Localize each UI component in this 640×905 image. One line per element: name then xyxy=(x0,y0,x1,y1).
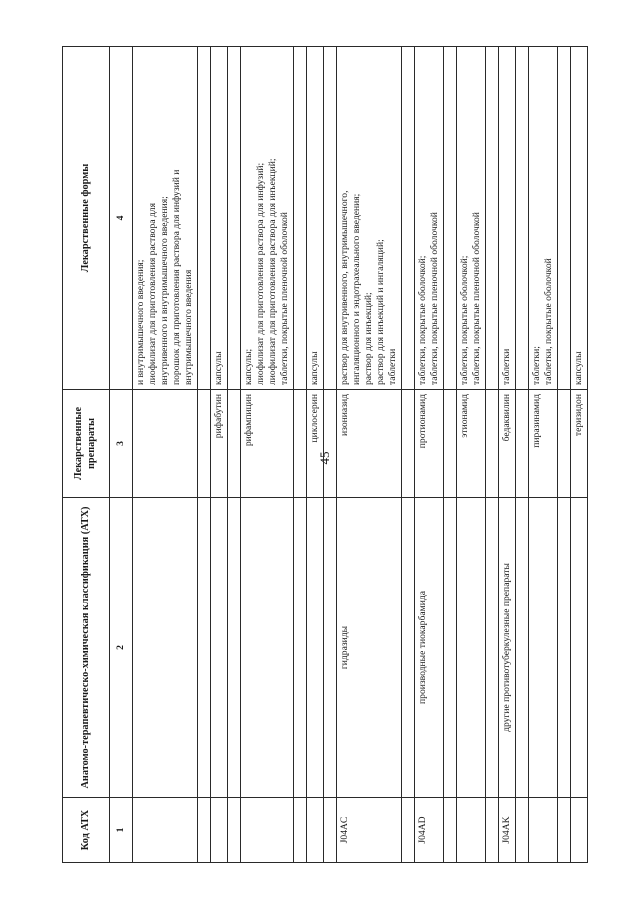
dosage-form-line: таблетки, покрытые пленочной оболочкой xyxy=(278,212,290,385)
table-row xyxy=(306,47,323,863)
header-atc-code: Код АТХ xyxy=(63,798,110,863)
atc-classification xyxy=(133,498,198,798)
atc-classification xyxy=(570,498,587,798)
column-number: 2 xyxy=(110,498,133,798)
drug-name: протионамид xyxy=(414,390,443,498)
atc-code: J04AK xyxy=(498,798,515,863)
table-spacer-row xyxy=(197,47,210,863)
atc-drug-table xyxy=(62,46,588,863)
atc-classification xyxy=(210,498,227,798)
header-drugs: Лекарственные препараты xyxy=(63,390,110,498)
atc-code xyxy=(456,798,485,863)
dosage-forms xyxy=(210,47,227,390)
drug-name: изониазид xyxy=(336,390,401,498)
dosage-form-line: раствор для инъекций и ингаляций; xyxy=(374,239,386,385)
dosage-forms xyxy=(528,47,557,390)
drug-name: бедаквилин xyxy=(498,390,515,498)
dosage-form-line: внутривенного и внутримышечного введения; xyxy=(158,196,170,385)
table-row xyxy=(336,47,401,863)
drug-name: теризидон xyxy=(570,390,587,498)
dosage-form-line: лиофилизат для приготовления раствора для инфузий; xyxy=(254,162,266,385)
page-number: 45 xyxy=(317,451,332,465)
dosage-form-line: и внутримышечного введения; xyxy=(135,259,146,385)
dosage-forms xyxy=(133,47,198,390)
column-number: 3 xyxy=(110,390,133,498)
drug-name: рифампицин xyxy=(240,390,293,498)
atc-classification: другие противотуберкулезные препараты xyxy=(498,498,515,798)
column-number: 4 xyxy=(110,47,133,390)
table-spacer-row xyxy=(443,47,456,863)
rotated-table-container xyxy=(62,47,584,863)
atc-classification xyxy=(456,498,485,798)
atc-classification xyxy=(528,498,557,798)
dosage-form-line: капсулы xyxy=(572,351,584,385)
table-spacer-row xyxy=(401,47,414,863)
column-number-row xyxy=(110,47,133,863)
dosage-form-line: капсулы; xyxy=(242,348,254,385)
atc-classification: производные тиокарбамида xyxy=(414,498,443,798)
table-spacer-row xyxy=(515,47,528,863)
table-row xyxy=(570,47,587,863)
dosage-form-line: таблетки, покрытые оболочкой; xyxy=(416,255,428,385)
dosage-form-line: таблетки; xyxy=(530,346,542,385)
dosage-form-line: ингаляционного и эндотрахеального введения; xyxy=(350,193,362,385)
drug-name: циклосерин xyxy=(306,390,323,498)
atc-code: J04AD xyxy=(414,798,443,863)
dosage-form-line: таблетки, покрытые пленочной оболочкой xyxy=(470,212,482,385)
dosage-forms xyxy=(336,47,401,390)
table-spacer-row xyxy=(227,47,240,863)
table-row xyxy=(528,47,557,863)
atc-code: J04AC xyxy=(336,798,401,863)
atc-classification: гидразиды xyxy=(336,498,401,798)
dosage-forms xyxy=(240,47,293,390)
dosage-form-line: порошок для приготовления раствора для инфузий и xyxy=(170,169,182,385)
atc-classification xyxy=(306,498,323,798)
column-number: 1 xyxy=(110,798,133,863)
dosage-form-line: таблетки, покрытые оболочкой; xyxy=(458,255,470,385)
drug-name: пиразинамид xyxy=(528,390,557,498)
table-row xyxy=(498,47,515,863)
dosage-form-line: лиофилизат для приготовления раствора для инъекций; xyxy=(266,158,278,385)
table-spacer-row xyxy=(485,47,498,863)
dosage-forms xyxy=(306,47,323,390)
dosage-form-line: капсулы xyxy=(308,351,320,385)
table-row xyxy=(414,47,443,863)
drug-name xyxy=(133,390,198,498)
table-row xyxy=(210,47,227,863)
header-atc-classification: Анатомо-терапевтическо-химическая классификация (АТХ) xyxy=(63,498,110,798)
dosage-forms xyxy=(456,47,485,390)
dosage-forms xyxy=(414,47,443,390)
atc-code xyxy=(528,798,557,863)
atc-code xyxy=(240,798,293,863)
drug-name: рифабутин xyxy=(210,390,227,498)
atc-code xyxy=(133,798,198,863)
table-row xyxy=(456,47,485,863)
atc-code xyxy=(210,798,227,863)
drug-name: этионамид xyxy=(456,390,485,498)
table-header-row xyxy=(63,47,110,863)
dosage-form-line: капсулы xyxy=(212,351,224,385)
dosage-forms xyxy=(570,47,587,390)
header-dosage-forms: Лекарственные формы xyxy=(63,47,110,390)
dosage-form-line: таблетки xyxy=(500,348,512,385)
dosage-form-line: таблетки xyxy=(386,348,398,385)
atc-code xyxy=(570,798,587,863)
dosage-form-line: таблетки, покрытые оболочкой xyxy=(542,258,554,385)
dosage-form-line: лиофилизат для приготовления раствора для xyxy=(146,203,158,385)
table-spacer-row xyxy=(293,47,306,863)
table-row xyxy=(133,47,198,863)
atc-code xyxy=(306,798,323,863)
dosage-form-line: внутримышечного введения xyxy=(182,269,194,385)
table-spacer-row xyxy=(323,47,336,863)
dosage-form-line: раствор для внутривенного, внутримышечного, xyxy=(338,190,350,385)
table-spacer-row xyxy=(557,47,570,863)
table-row xyxy=(240,47,293,863)
dosage-form-line: таблетки, покрытые пленочной оболочкой xyxy=(428,212,440,385)
dosage-form-line: раствор для инъекций; xyxy=(362,292,374,385)
dosage-forms xyxy=(498,47,515,390)
atc-classification xyxy=(240,498,293,798)
